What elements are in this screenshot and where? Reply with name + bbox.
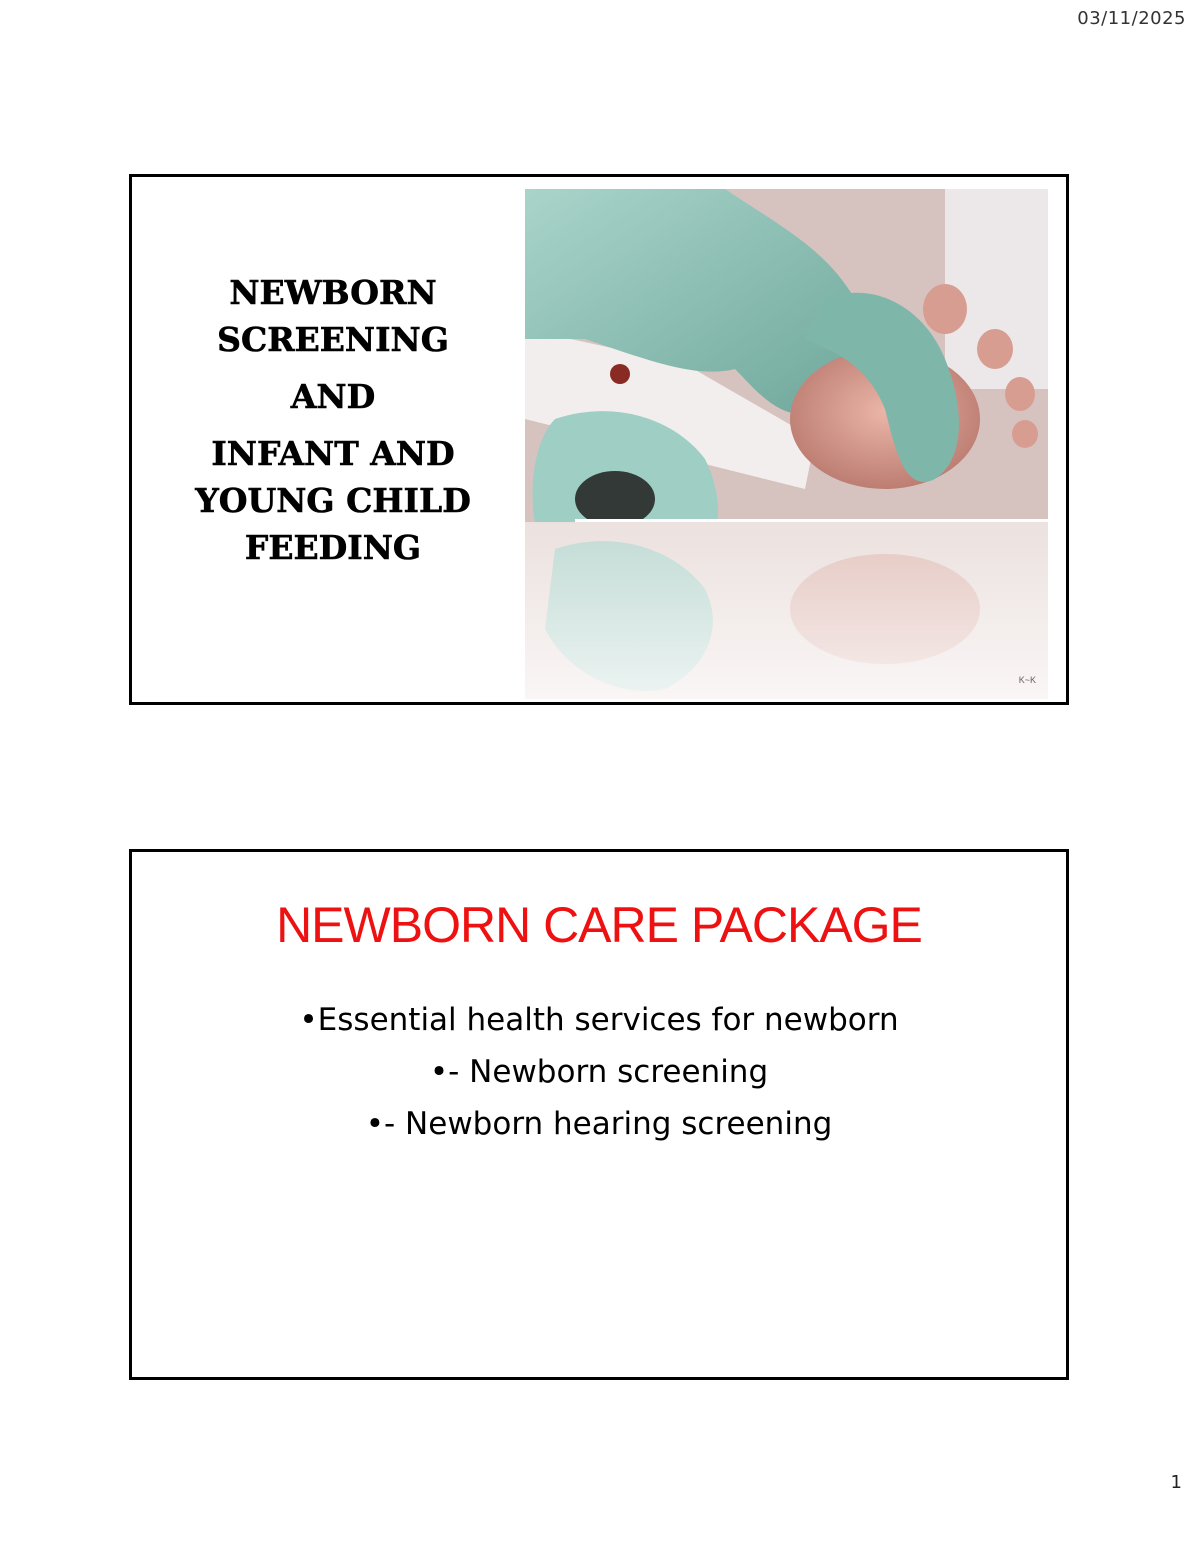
bullet-item: •- Newborn hearing screening xyxy=(365,1106,833,1142)
title-line: SCREENING xyxy=(217,320,449,359)
photo-illustration xyxy=(525,189,1048,699)
title-line: NEWBORN xyxy=(229,273,437,312)
photo-caption: K~K xyxy=(1018,675,1036,685)
slide-title-heading xyxy=(152,269,514,571)
page-date: 03/11/2025 xyxy=(1077,8,1186,29)
title-line: AND xyxy=(290,377,376,416)
newborn-heel-prick-photo xyxy=(525,189,1048,699)
bullet-item: •- Newborn screening xyxy=(429,1054,769,1090)
slide-title xyxy=(129,174,1069,705)
title-line: INFANT AND xyxy=(211,434,455,473)
page-number: 1 xyxy=(1170,1472,1182,1493)
bullet-list xyxy=(132,994,1066,1150)
slide-newborn-care xyxy=(129,849,1069,1380)
title-line: YOUNG CHILD xyxy=(195,481,471,520)
slide-heading: NEWBORN CARE PACKAGE xyxy=(276,897,922,953)
title-line: FEEDING xyxy=(244,528,422,567)
bullet-item: •Essential health services for newborn xyxy=(299,1002,899,1038)
